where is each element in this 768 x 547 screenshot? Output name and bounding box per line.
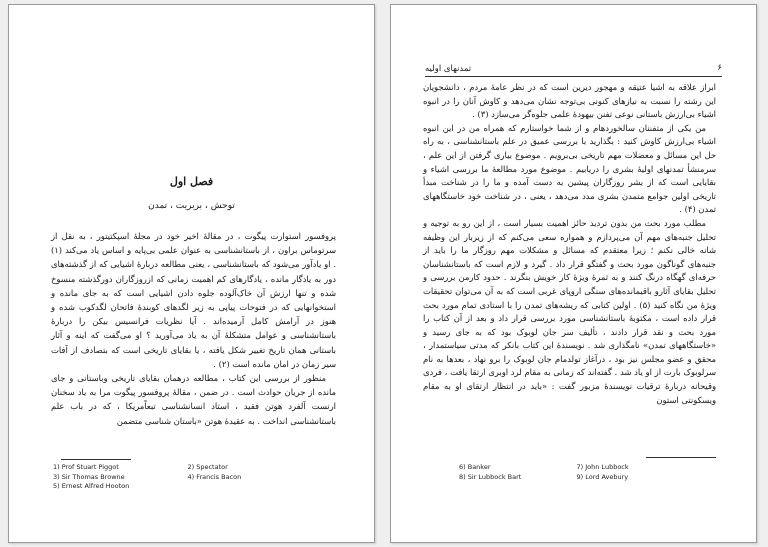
chapter-subtitle: توحش ، بربریت ، تمدن [148, 201, 235, 211]
left-body-text [51, 229, 336, 428]
footnote: 3) Sir Thomas Browne [53, 472, 125, 481]
footnote-divider [646, 457, 716, 458]
chapter-title: فصل اول [169, 175, 214, 188]
footnote: 4) Francis Bacon [187, 472, 242, 481]
right-body-text [423, 81, 716, 407]
paragraph: مطلب مورد بحث من بدون تردید حائز اهمیت بسیار است ، از این رو به توجیه و تحلیل جنبه‌های مهم آن می‌پردازم و همواره سعی می‌کنم که از زیربار این وظیفه شانه خالی نکنم ؛ زیرا معتقدم که مسائل و مشکلات مهم روزگار ما را باید از جنبه‌های گوناگون مورد بحث و گفتگو قرار داد . گیرد و لازم است که باستانشناسان حرفه‌ای گهگاه درنگ کنند و به ثمرهٔ ویژهٔ کار خویش بنگرند . حدود کارمن بررسی و تحلیل بقایای آثارو باقیمانده‌های سنگی اروپای غربی است که به آن می‌توان تحقیقات ویژهٔ من نگاه کنید (۵) . اولین کتابی که ریشه‌های تمدن را با استادی تمام مورد بحث قرار داده است ، مکتوبهٔ باستانشناسی مورد بررسی قرار داد و بعد از آن کتاب را مورد بحث و نقد قرار دادند ، تألیف سر جان لوبوک بود که به جای رسید و «خاستگاههای تمدن» نامگذاری شد . نویسندهٔ این کتاب بانکر که مدتی سیاستمدار ، محقق و عضو مجلس نیز بود ، درآغاز تولدمام جان لوبوک را برو نهاد ، بعدها به نام سرلوبوک بارت از او یاد شد . گفته‌اند که زمانی به مقام لرد اوبری ارتقا یافت ، فردی وقیحانه دربارهٔ ترقیات نویسندهٔ مزبور گفت : «باید در انتظار ارتقای او به مقام ویسکونتی استون [423, 217, 716, 405]
paragraph: ابراز علاقه به اشیا عتیقه و مهجور دیرین است که در نظر عامهٔ مردم ، دانشجویان این رشته را نسبت به نیازهای کنونی بی‌توجه نشان می‌دهد و کاوش آنان را در انبوه اشیاء بی‌ارزش باستانی نوعی تفنن بیهودهٔ علمی جلوه‌گر می‌سازد (۳) . [423, 82, 716, 120]
running-header [425, 61, 722, 77]
footnote: 6) Banker [459, 463, 491, 471]
footnote: 1) Prof Stuart Piggot [53, 463, 119, 471]
paragraph: منظور از بررسی این کتاب ، مطالعه درهمان بقایای تاریخی وباستانی و جای مانده از جریان حوادث است . در ضمن ، مقالهٔ پروفسور پیگوت مرا به یاد سخنان ارنست آلفرد هوتن فقید ، استاد انسانشناسی تبعاًمریکا ، که در باب علم باستانشناسی انداخت . به عقیدهٔ هوتن «باستان شناسی متضمن [51, 373, 336, 426]
footnote: 9) Lord Avebury [576, 472, 629, 481]
right-page [390, 4, 757, 543]
footnote: 7) John Lubbock [576, 463, 629, 471]
paragraph: من یکی از متفننان سالخوردهام و از شما خواستارم که همراه من در این انبوه اشیاء بی‌ارزش کاوش کنید : بگذارید با بررسی عمیق در علم باستانشناسی ، به راه حل این مسائل و معضلات مهم تاریخی بی‌برویم . موضوع بیاری گرفتن از این علم ، سرمنشأ تمدنهای اولیهٔ بشری را دریابیم . موضوع مورد مطالعهٔ ما بررسی اشیاء و بقایایی است که از بشر روزگاران پیشین به دست آمده و ما را در شناخت مبدأ تاریخی اولین جوامع متمدن بشری مدد می‌دهد ، یعنی ، در شناخت خود خاستگاههای تمدن (۴) . [423, 122, 716, 215]
page-number: ۶ [717, 63, 722, 73]
footnote: 2) Spectator [187, 463, 228, 471]
left-footnotes [53, 463, 314, 491]
footnote-divider [61, 459, 131, 460]
footnote: 8) Sir Lubbock Bart [459, 472, 522, 481]
paragraph: پروفسور استوارت پیگوت ، در مقالهٔ اخیر خود در مجلهٔ اسپکتیتور ، به نقل از سرتوماس براون ، از باستانشناسی به عنوان علمی بی‌پایه و اساس یاد می‌کند (۱) . او یادآور می‌شود که باستانشناسی ، یعنی مطالعه دربارهٔ اشیایی که از گذشته‌های دور به یادگار مانده ، یادگارهای کم اهمیت زمانی که ازروزگاران دورگذشته منسوخ شده و تنها ارزش آن خاک‌آلوده جلوه دادن اشیایی است که به جای مانده و استخوانهایی که در فتوحات پیاپی به زیر لگدهای کوبندهٔ فاتحان لگدکوب شده و هنوز در آرامش کامل آرمیده‌اند . آیا نظریات فرانسیس بیکن را دربارهٔ باستانشناسی و عوامل متشکلهٔ آن به یاد می‌آورید ؟ او می‌گفت که اینه و آثار باستانی همان تاریخ تغییر شکل یافته ، یا بقایای تاریخی است که بتصادف از آفات سیر زمان در امان مانده است (۲) . [51, 231, 336, 369]
right-footnotes [459, 463, 686, 481]
running-title: تمدنهای اولیه [425, 64, 472, 74]
footnote: 5) Ernest Alfred Hooton [53, 482, 130, 490]
left-page [8, 4, 375, 543]
